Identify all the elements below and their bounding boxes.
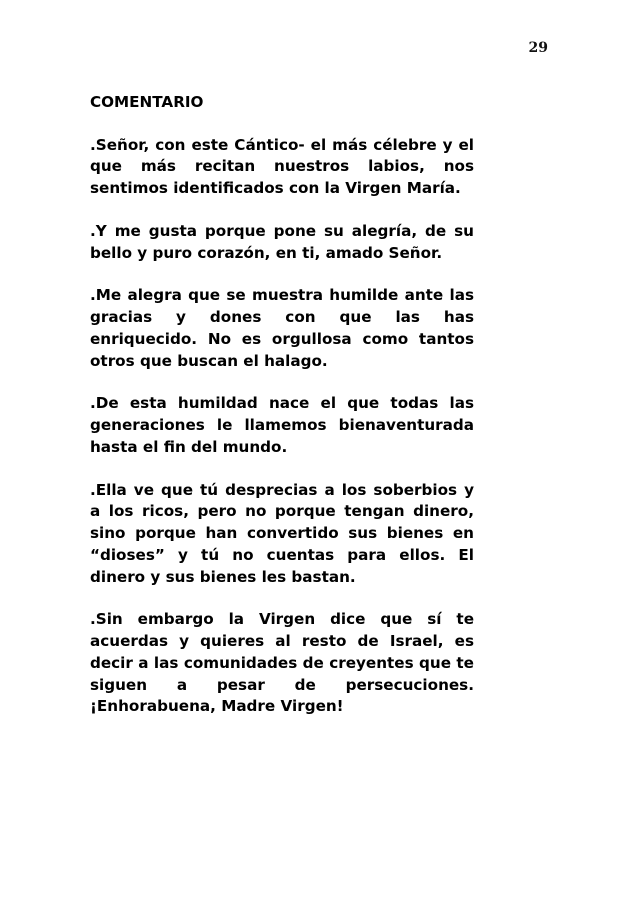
paragraph-4: .De esta humildad nace el que todas las generaciones le llamemos bienaventurada hasta el fin del mundo. <box>90 394 474 456</box>
section-heading: COMENTARIO <box>90 93 204 111</box>
paragraph-6: .Sin embargo la Virgen dice que sí te acuerdas y quieres al resto de Israel, es decir a las comunidades de creyentes que te siguen a pesar de persecuciones. ¡Enhorabuena, Madre Virgen! <box>90 610 474 716</box>
paragraph-2: .Y me gusta porque pone su alegría, de su bello y puro corazón, en ti, amado Señor. <box>90 221 474 262</box>
paragraph-3: .Me alegra que se muestra humilde ante las gracias y dones con que las has enriquecido. No es orgullosa como tantos otros que buscan el halago. <box>90 286 474 370</box>
document-body <box>90 92 474 739</box>
page-number: 29 <box>528 40 548 56</box>
paragraph-5: .Ella ve que tú desprecias a los soberbios y a los ricos, pero no porque tengan dinero, sino porque han convertido sus bienes en “dioses” y tú no cuentas para ellos. El dinero y sus bienes les bastan. <box>90 480 474 586</box>
paragraph-1: .Señor, con este Cántico- el más célebre y el que más recitan nuestros labios, nos sentimos identificados con la Virgen María. <box>90 135 474 197</box>
